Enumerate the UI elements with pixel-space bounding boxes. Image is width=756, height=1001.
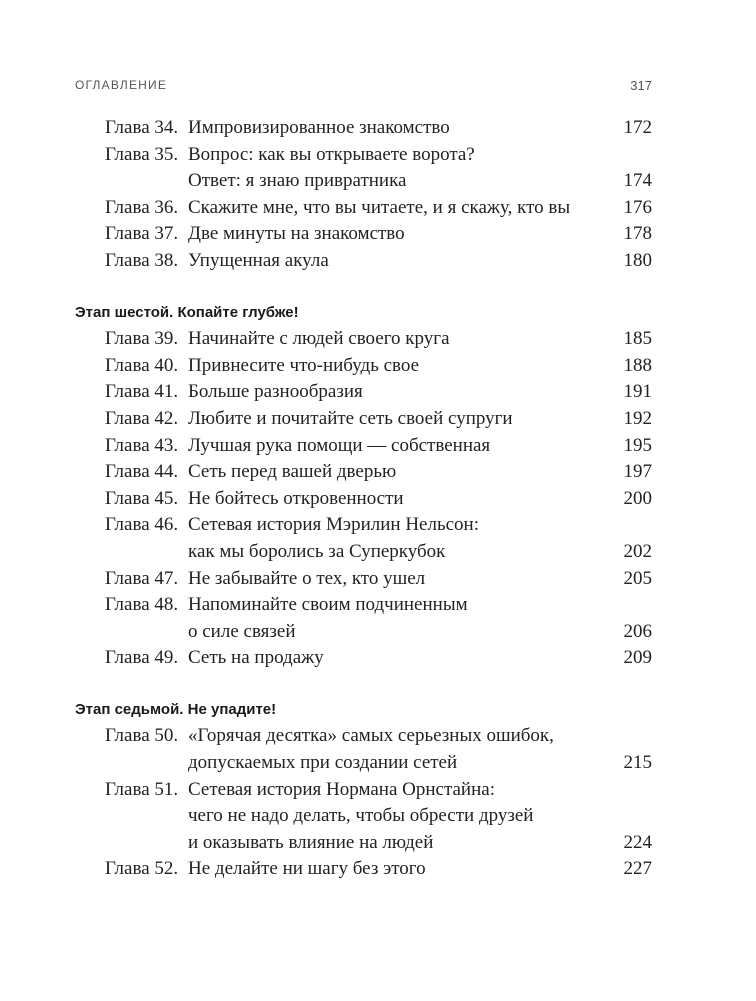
chapter-label: Глава 41. <box>105 381 179 403</box>
toc-entry <box>75 379 652 406</box>
toc-entry <box>75 512 652 565</box>
chapter-page: 206 <box>623 620 652 642</box>
chapter-label: Глава 48. <box>105 594 179 616</box>
running-header-title: ОГЛАВЛЕНИЕ <box>75 78 168 92</box>
chapter-title: Сетевая история Нормана Орнстайна: <box>188 778 495 800</box>
chapter-label: Глава 47. <box>105 567 179 589</box>
chapter-page: 215 <box>623 752 652 774</box>
chapter-page: 205 <box>623 567 652 589</box>
toc-entry-line <box>75 830 652 857</box>
chapter-title: о силе связей <box>188 620 296 642</box>
toc-entry-line <box>75 592 652 619</box>
chapter-page: 174 <box>623 170 652 192</box>
chapter-page: 209 <box>623 647 652 669</box>
toc-entry-line <box>75 379 652 406</box>
section-heading: Этап шестой. Копайте глубже! <box>75 303 299 321</box>
toc-entry <box>75 777 652 857</box>
toc-entry <box>75 486 652 513</box>
toc-entry <box>75 723 652 776</box>
chapter-page: 176 <box>623 196 652 218</box>
chapter-title: Вопрос: как вы открываете ворота? <box>188 143 475 165</box>
chapter-title: Импровизированное знакомство <box>188 117 450 138</box>
running-header <box>75 78 652 92</box>
chapter-page: 178 <box>623 223 652 245</box>
chapter-page: 188 <box>623 354 652 376</box>
chapter-title: Не забывайте о тех, кто ушел <box>188 567 426 589</box>
page-number: 317 <box>630 78 652 93</box>
chapter-title: Упущенная акула <box>188 249 329 271</box>
toc-entry <box>75 248 652 275</box>
toc-entry <box>75 645 652 672</box>
chapter-title: «Горячая десятка» самых серьезных ошибок, <box>188 725 554 747</box>
chapter-label: Глава 43. <box>105 434 179 456</box>
chapter-page: 197 <box>623 461 652 483</box>
toc-entry <box>75 459 652 486</box>
chapter-page: 202 <box>623 540 652 562</box>
chapter-title: Не делайте ни шагу без этого <box>188 858 426 880</box>
chapter-page: 180 <box>623 249 652 271</box>
toc-entry-line <box>75 539 652 566</box>
toc-entry <box>75 433 652 460</box>
toc-entry-line <box>75 195 652 222</box>
toc-entry-line <box>75 326 652 353</box>
chapter-label: Глава 50. <box>105 725 179 747</box>
toc-entry-line <box>75 619 652 646</box>
toc-entry-line <box>75 566 652 593</box>
toc-entry-line <box>75 459 652 486</box>
toc-entry <box>75 326 652 353</box>
chapter-title: Две минуты на знакомство <box>188 223 405 245</box>
chapter-label: Глава 45. <box>105 487 179 509</box>
section-heading: Этап седьмой. Не упадите! <box>75 700 277 718</box>
toc-entry <box>75 221 652 248</box>
toc-entry-line <box>75 723 652 750</box>
toc-entry-line <box>75 750 652 777</box>
toc-entry-line <box>75 777 652 804</box>
toc-entry <box>75 856 652 883</box>
chapter-page: 191 <box>623 381 652 403</box>
chapter-title: Сетевая история Мэрилин Нельсон: <box>188 514 479 536</box>
toc-entry-line <box>75 248 652 275</box>
chapter-label: Глава 49. <box>105 647 179 669</box>
toc-entry-line <box>75 856 652 883</box>
chapter-title: Начинайте с людей своего круга <box>188 328 450 350</box>
toc-entry <box>75 115 652 142</box>
toc-entry-line <box>75 803 652 830</box>
chapter-title: Ответ: я знаю привратника <box>188 170 407 192</box>
chapter-label: Глава 46. <box>105 514 179 536</box>
chapter-title: Сеть перед вашей дверью <box>188 461 397 483</box>
toc-entry-line <box>75 433 652 460</box>
toc-entry-line <box>75 115 652 142</box>
chapter-label: Глава 44. <box>105 461 179 483</box>
chapter-label: Глава 39. <box>105 328 179 350</box>
chapter-title: Напоминайте своим подчиненным <box>188 594 468 616</box>
table-of-contents <box>75 115 652 883</box>
chapter-label: Глава 34. <box>105 117 179 138</box>
chapter-label: Глава 36. <box>105 196 179 218</box>
chapter-page: 192 <box>623 407 652 429</box>
chapter-title: чего не надо делать, чтобы обрести друзей <box>188 805 534 827</box>
chapter-page: 195 <box>623 434 652 456</box>
toc-entry-line <box>75 221 652 248</box>
chapter-title: Привнесите что-нибудь свое <box>188 354 420 376</box>
chapter-page: 185 <box>623 328 652 350</box>
chapter-title: Не бойтесь откровенности <box>188 487 404 509</box>
toc-entry <box>75 406 652 433</box>
chapter-label: Глава 42. <box>105 407 179 429</box>
toc-entry-line <box>75 353 652 380</box>
toc-entry <box>75 592 652 645</box>
chapter-label: Глава 35. <box>105 143 179 165</box>
toc-entry-line <box>75 645 652 672</box>
chapter-title: Скажите мне, что вы читаете, и я скажу, кто вы <box>188 196 571 218</box>
chapter-label: Глава 40. <box>105 354 179 376</box>
chapter-title: Больше разнообразия <box>188 381 363 403</box>
chapter-page: 227 <box>623 858 652 880</box>
chapter-label: Глава 37. <box>105 223 179 245</box>
chapter-title: Сеть на продажу <box>188 647 324 669</box>
chapter-label: Глава 52. <box>105 858 179 880</box>
toc-entry <box>75 353 652 380</box>
toc-entry <box>75 195 652 222</box>
chapter-page: 200 <box>623 487 652 509</box>
toc-entry <box>75 142 652 195</box>
chapter-title: Лучшая рука помощи — собственная <box>188 434 491 456</box>
chapter-title: Любите и почитайте сеть своей супруги <box>188 407 513 429</box>
toc-entry-line <box>75 486 652 513</box>
chapter-label: Глава 38. <box>105 249 179 271</box>
chapter-label: Глава 51. <box>105 778 179 800</box>
toc-entry-line <box>75 512 652 539</box>
chapter-title: и оказывать влияние на людей <box>188 831 434 853</box>
toc-entry <box>75 566 652 593</box>
toc-entry-line <box>75 406 652 433</box>
chapter-title: как мы боролись за Суперкубок <box>188 540 446 562</box>
toc-entry-line <box>75 142 652 169</box>
chapter-page: 224 <box>623 831 652 853</box>
toc-entry-line <box>75 168 652 195</box>
chapter-page: 172 <box>623 117 652 138</box>
chapter-title: допускаемых при создании сетей <box>188 752 458 774</box>
